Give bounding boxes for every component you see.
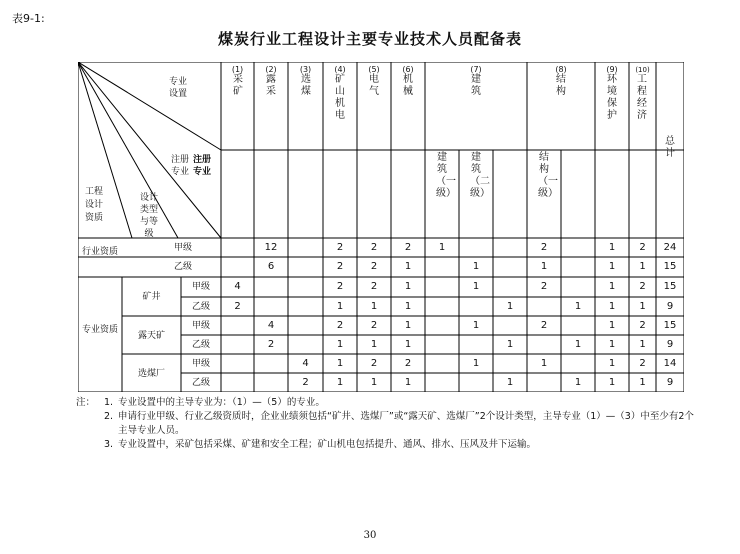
table-cell: 2 [540,281,548,292]
specialty-name: 环境保护 [607,74,617,121]
grade-label: 乙级 [191,302,210,312]
table-cell: 1 [639,339,646,350]
table-cell: 2 [639,242,646,253]
table-cell: 1 [404,281,412,292]
sub-header-arch1: 建筑（一级） [436,152,456,199]
corner-qualification-label: 工程设计资质 [84,187,103,223]
table-cell: 1 [574,301,582,312]
table-cell: 1 [574,377,582,388]
specialty-name: 采矿 [233,74,243,97]
corner-registration-label-bold: 注册 [192,155,211,165]
note-number: 2. [104,411,114,422]
specialty-name: 建筑 [471,74,481,97]
table-cell: 2 [639,358,646,369]
group-industry: 行业资质 [82,247,119,257]
page-number: 30 [363,530,377,541]
table-cell: 4 [267,320,275,331]
table-cell: 1 [336,339,344,350]
design-type-mine: 矿井 [142,292,161,302]
specialty-name: 工程经济 [637,74,647,121]
table-cell: 9 [666,301,674,312]
staffing-table [78,62,684,392]
table-cell: 15 [663,261,677,272]
table-cell: 1 [608,320,616,331]
specialty-name: 选煤 [301,74,311,97]
table-cell: 2 [639,320,646,331]
table-cell: 1 [404,339,412,350]
note-text: 专业设置中，采矿包括采煤、矿建和安全工程；矿山机电包括提升、通风、排水、压风及井下运输。 [118,439,537,450]
table-cell: 2 [639,281,646,292]
table-cell: 1 [608,301,616,312]
table-cell: 1 [336,358,344,369]
table-cell: 2 [234,301,241,312]
grade-label: 甲级 [191,282,210,292]
grade-label: 甲级 [173,243,192,253]
table-cell: 1 [472,320,480,331]
table-cell: 1 [506,377,514,388]
grade-label: 乙级 [191,378,210,388]
specialty-name: 露采 [266,74,276,97]
grade-label: 甲级 [191,359,210,369]
page-title: 煤炭行业工程设计主要专业技术人员配备表 [217,30,522,48]
specialty-no: (7) [470,65,482,74]
sub-header-struct1: 结构（一级） [538,152,558,199]
table-cell: 1 [404,320,412,331]
table-cell: 12 [264,242,278,253]
table-cell: 2 [336,281,344,292]
table-cell: 1 [404,377,412,388]
table-cell: 15 [663,320,677,331]
table-cell: 1 [370,377,378,388]
table-cell: 1 [370,301,378,312]
corner-registration-label: 注册 [170,155,189,165]
table-cell: 2 [404,358,412,369]
table-cell: 1 [404,301,412,312]
notes [76,396,696,452]
specialty-name: 电气 [369,74,379,97]
table-cell: 9 [666,339,674,350]
table-cell: 1 [608,358,616,369]
table-cell: 1 [472,358,480,369]
specialty-no: (1) [231,65,244,74]
specialty-no: (10) [635,66,650,74]
note-text: 申请行业甲级、行业乙级资质时，企业业绩须包括“矿井、选煤厂”或“露天矿、选煤厂”2个设计类型，主导专业（1）—（3）中至少有2个主导专业人员。 [118,411,694,436]
table-cell: 1 [639,377,646,388]
table-cell: 1 [639,261,646,272]
table-cell: 1 [438,242,446,253]
specialty-no: (2) [265,65,277,74]
note-1 [76,396,696,410]
table-cell: 4 [302,358,309,369]
specialty-no: (4) [334,65,346,74]
corner-specialty-sub-label-bold: 专业 [192,167,211,177]
specialty-name: 机械 [403,74,413,97]
note-prefix: 注： [76,397,96,408]
table-cell: 1 [639,301,646,312]
table-cell: 24 [663,242,677,253]
table-cell: 1 [608,261,616,272]
table-cell: 1 [370,339,378,350]
table-cell: 1 [608,339,616,350]
table-cell: 2 [267,339,275,350]
table-cell: 2 [540,242,548,253]
table-cell: 1 [336,301,344,312]
specialty-no: (5) [368,65,380,74]
table-cell: 2 [404,242,412,253]
note-number: 3. [104,439,114,450]
grade-label: 甲级 [191,321,210,331]
design-type-coal-prep: 选煤厂 [137,369,165,379]
table-cell: 1 [540,358,548,369]
table-cell: 2 [540,320,548,331]
design-type-open-pit: 露天矿 [137,331,165,341]
corner-specialty-sub-label: 专业 [170,167,189,177]
grade-label: 乙级 [191,340,210,350]
table-cell: 14 [663,358,677,369]
specialty-no: (8) [555,65,567,74]
table-cell: 1 [506,301,514,312]
table-cell: 1 [472,281,480,292]
note-number: 1. [104,397,114,408]
table-cell: 1 [336,377,344,388]
table-cell: 1 [404,261,412,272]
note-2 [96,410,696,438]
table-cell: 2 [370,242,378,253]
specialty-name: 矿山机电 [335,74,345,121]
note-text: 专业设置中的主导专业为：（1）—（5）的专业。 [118,397,325,408]
table-cell: 1 [608,242,616,253]
specialty-no: (3) [299,65,312,74]
table-cell: 1 [608,281,616,292]
table-cell: 1 [608,377,616,388]
table-number: 表9-1: [12,12,45,25]
specialty-no: (9) [606,65,618,74]
note-3 [96,438,696,452]
corner-design-type-label: 设计类型与等级 [139,193,158,239]
table-cell: 1 [472,261,480,272]
group-professional: 专业资质 [82,325,119,335]
table-cell: 1 [574,339,582,350]
specialty-no: (6) [402,65,414,74]
table-cell: 6 [267,261,275,272]
grade-label: 乙级 [173,262,192,272]
table-cell: 2 [336,242,344,253]
table-cell: 2 [370,358,378,369]
table-cell: 1 [540,261,548,272]
table-cell: 2 [370,281,378,292]
table-cell: 2 [336,261,344,272]
table-cell: 2 [370,261,378,272]
table-cell: 2 [370,320,378,331]
table-cell: 15 [663,281,677,292]
corner-specialty-label: 专业设置 [168,77,187,99]
sub-header-arch2: 建筑（二级） [470,152,490,199]
table-cell: 1 [506,339,514,350]
specialty-name: 结构 [556,74,566,97]
table-cell: 2 [336,320,344,331]
table-cell: 9 [666,377,674,388]
table-cell: 4 [234,281,241,292]
table-cell: 2 [302,377,309,388]
total-header: 总计 [665,136,675,159]
